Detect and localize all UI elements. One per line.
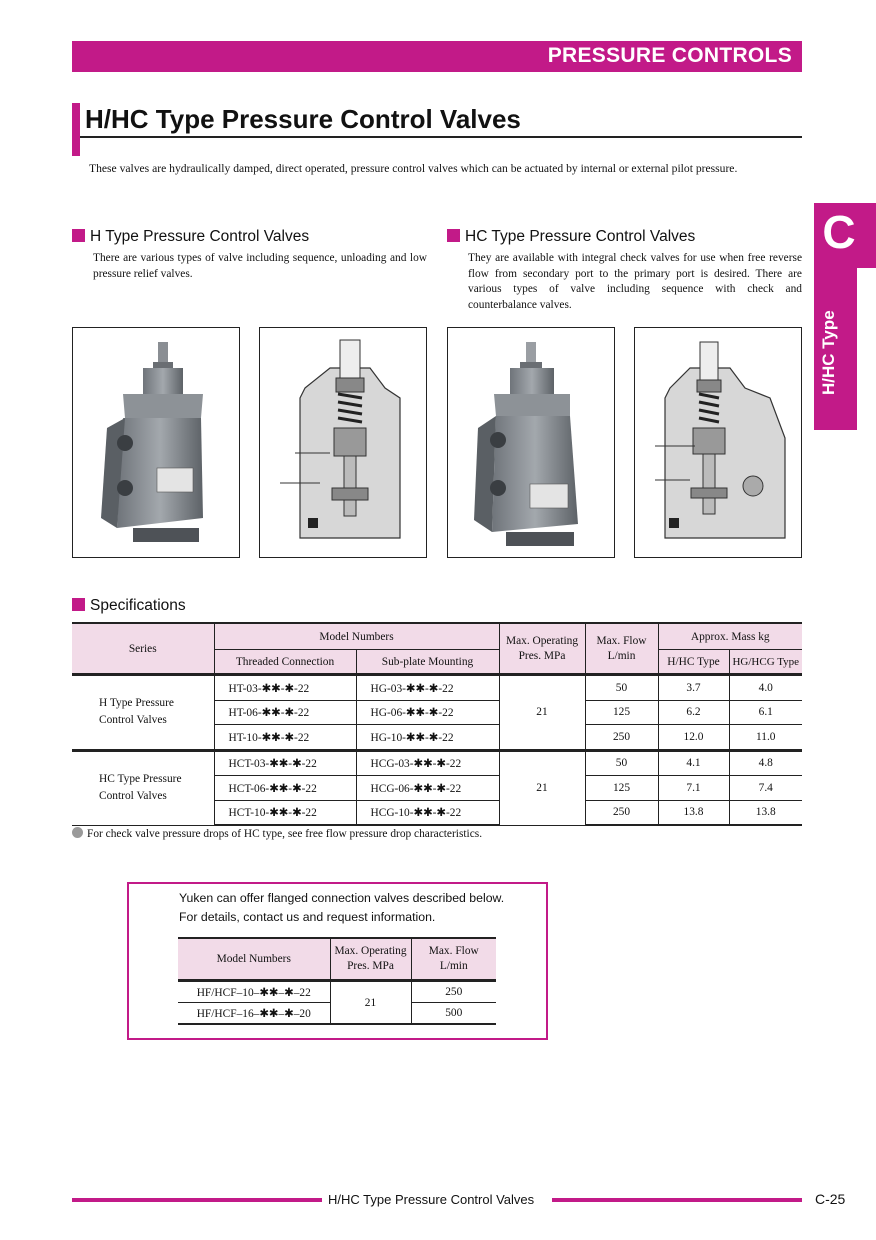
flanged-cell-pressure: 21 xyxy=(330,981,411,1025)
header-threaded: Threaded Connection xyxy=(214,650,356,675)
page-number: C-25 xyxy=(815,1191,846,1207)
page-title: H/HC Type Pressure Control Valves xyxy=(85,104,521,134)
flanged-table xyxy=(178,937,496,1025)
flanged-cell-flow: 500 xyxy=(411,1003,496,1025)
cell-pressure: 21 xyxy=(499,675,585,751)
hc-type-heading xyxy=(447,228,695,246)
h-type-valve-photo xyxy=(72,327,240,558)
flanged-header-model: Model Numbers xyxy=(178,938,330,981)
flanged-info-line1: Yuken can offer flanged connection valves described below. xyxy=(179,891,505,905)
specifications-heading xyxy=(72,597,186,615)
flanged-info-line2: For details, contact us and request information. xyxy=(179,910,436,924)
cell-subplate: HCG-06-✱✱-✱-22 xyxy=(356,776,499,801)
cell-mass-g: 4.8 xyxy=(729,750,802,776)
series-hc-type: HC Type Pressure Control Valves xyxy=(72,750,214,825)
cell-mass-g: 13.8 xyxy=(729,800,802,825)
table-row xyxy=(178,981,496,1003)
cell-subplate: HCG-03-✱✱-✱-22 xyxy=(356,750,499,776)
section-header-title: PRESSURE CONTROLS xyxy=(547,44,792,67)
intro-text: These valves are hydraulically damped, direct operated, pressure control valves which can be actuated by internal or external pilot pressure. xyxy=(89,162,738,175)
header-mass: Approx. Mass kg xyxy=(658,623,802,650)
hc-type-heading-text: HC Type Pressure Control Valves xyxy=(465,228,696,245)
cell-flow: 50 xyxy=(585,750,658,776)
cell-mass-g: 11.0 xyxy=(729,725,802,751)
footer-title: H/HC Type Pressure Control Valves xyxy=(328,1192,535,1207)
flanged-header-flow: Max. Flow L/min xyxy=(411,938,496,981)
header-mass-g: HG/HCG Type xyxy=(729,650,802,675)
cell-mass-h: 6.2 xyxy=(658,700,729,725)
cell-subplate: HG-03-✱✱-✱-22 xyxy=(356,675,499,701)
cell-flow: 125 xyxy=(585,700,658,725)
cell-mass-g: 4.0 xyxy=(729,675,802,701)
cell-flow: 250 xyxy=(585,725,658,751)
title-accent-bar xyxy=(72,103,80,156)
cell-subplate: HG-10-✱✱-✱-22 xyxy=(356,725,499,751)
side-tab-letter: C xyxy=(822,206,856,258)
cell-threaded: HCT-06-✱✱-✱-22 xyxy=(214,776,356,801)
cell-mass-g: 6.1 xyxy=(729,700,802,725)
cell-mass-h: 12.0 xyxy=(658,725,729,751)
cell-subplate: HG-06-✱✱-✱-22 xyxy=(356,700,499,725)
header-series: Series xyxy=(72,623,214,675)
header-subplate: Sub-plate Mounting xyxy=(356,650,499,675)
specs-note-text: For check valve pressure drops of HC type, see free flow pressure drop characteristics. xyxy=(87,828,483,840)
flanged-cell-flow: 250 xyxy=(411,981,496,1003)
cell-mass-g: 7.4 xyxy=(729,776,802,801)
cell-mass-h: 7.1 xyxy=(658,776,729,801)
cell-flow: 125 xyxy=(585,776,658,801)
flanged-cell-model: HF/HCF–10–✱✱–✱–22 xyxy=(178,981,330,1003)
cell-flow: 50 xyxy=(585,675,658,701)
flanged-cell-model: HF/HCF–16–✱✱–✱–20 xyxy=(178,1003,330,1025)
title-rule xyxy=(80,136,802,138)
hc-type-valve-photo xyxy=(447,327,615,558)
section-header-bar xyxy=(72,41,802,72)
square-bullet-icon xyxy=(447,229,460,242)
h-type-cross-section xyxy=(259,327,427,558)
cell-flow: 250 xyxy=(585,800,658,825)
h-type-heading xyxy=(72,228,309,246)
valve-photo-icon xyxy=(73,328,239,557)
bullet-dot-icon xyxy=(72,827,83,838)
header-mass-h: H/HC Type xyxy=(658,650,729,675)
specs-note xyxy=(72,827,482,840)
cell-mass-h: 13.8 xyxy=(658,800,729,825)
cell-mass-h: 4.1 xyxy=(658,750,729,776)
footer-rule-left xyxy=(72,1198,322,1202)
header-flow: Max. Flow L/min xyxy=(585,623,658,675)
table-row xyxy=(72,750,802,776)
specifications-table xyxy=(72,622,802,826)
cross-section-icon xyxy=(635,328,801,557)
flanged-header-pressure: Max. Operating Pres. MPa xyxy=(330,938,411,981)
footer-rule-right xyxy=(552,1198,802,1202)
header-model-numbers: Model Numbers xyxy=(214,623,499,650)
square-bullet-icon xyxy=(72,598,85,611)
cell-mass-h: 3.7 xyxy=(658,675,729,701)
header-pressure: Max. Operating Pres. MPa xyxy=(499,623,585,675)
cell-threaded: HT-03-✱✱-✱-22 xyxy=(214,675,356,701)
side-tab-label: H/HC Type xyxy=(819,310,838,395)
h-type-description: There are various types of valve including sequence, unloading and low pressure relief valves. xyxy=(93,252,427,280)
square-bullet-icon xyxy=(72,229,85,242)
specifications-heading-text: Specifications xyxy=(90,597,186,614)
table-row xyxy=(72,675,802,701)
cell-threaded: HT-10-✱✱-✱-22 xyxy=(214,725,356,751)
hc-type-cross-section xyxy=(634,327,802,558)
cell-threaded: HT-06-✱✱-✱-22 xyxy=(214,700,356,725)
cross-section-icon xyxy=(260,328,426,557)
cell-threaded: HCT-10-✱✱-✱-22 xyxy=(214,800,356,825)
cell-threaded: HCT-03-✱✱-✱-22 xyxy=(214,750,356,776)
valve-photo-icon xyxy=(448,328,614,557)
series-h-type: H Type Pressure Control Valves xyxy=(72,675,214,751)
cell-pressure: 21 xyxy=(499,750,585,825)
cell-subplate: HCG-10-✱✱-✱-22 xyxy=(356,800,499,825)
h-type-heading-text: H Type Pressure Control Valves xyxy=(90,228,310,245)
hc-type-description: They are available with integral check valves for use when free reverse flow from secondary port to the primary port is desired. There are various types of valve including sequence with check and counterbalance valves. xyxy=(468,252,802,311)
